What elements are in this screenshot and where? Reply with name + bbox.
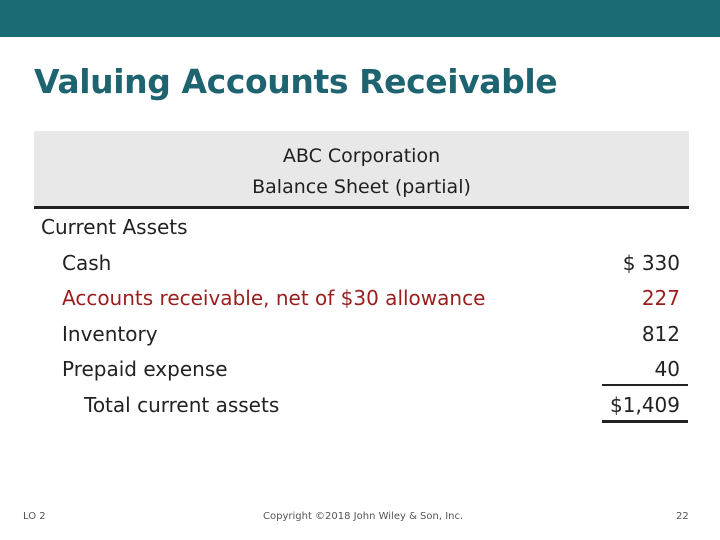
company-name: ABC Corporation xyxy=(282,145,441,167)
row-label-accounts-receivable: Accounts receivable, net of $30 allowance xyxy=(62,286,486,310)
row-label-cash: Cash xyxy=(62,251,112,275)
row-amount-cash: $ 330 xyxy=(622,251,680,275)
total-label: Total current assets xyxy=(84,393,280,417)
page-number: 22 xyxy=(676,511,689,522)
row-amount-accounts-receivable: 227 xyxy=(641,286,680,310)
row-label-prepaid-expense: Prepaid expense xyxy=(62,357,228,381)
learning-objective-label: LO 2 xyxy=(23,511,46,522)
top-accent-bar xyxy=(0,0,720,37)
row-amount-prepaid-expense: 40 xyxy=(654,357,680,381)
total-double-rule xyxy=(602,420,688,423)
section-label-current-assets: Current Assets xyxy=(41,215,188,239)
copyright-notice: Copyright ©2018 John Wiley & Son, Inc. xyxy=(263,511,464,522)
statement-header xyxy=(34,131,689,209)
slide-title: Valuing Accounts Receivable xyxy=(34,62,558,101)
total-amount: $1,409 xyxy=(610,393,680,417)
row-label-inventory: Inventory xyxy=(62,322,158,346)
statement-title: Balance Sheet (partial) xyxy=(252,176,471,198)
row-amount-inventory: 812 xyxy=(641,322,680,346)
subtotal-rule xyxy=(602,384,688,386)
